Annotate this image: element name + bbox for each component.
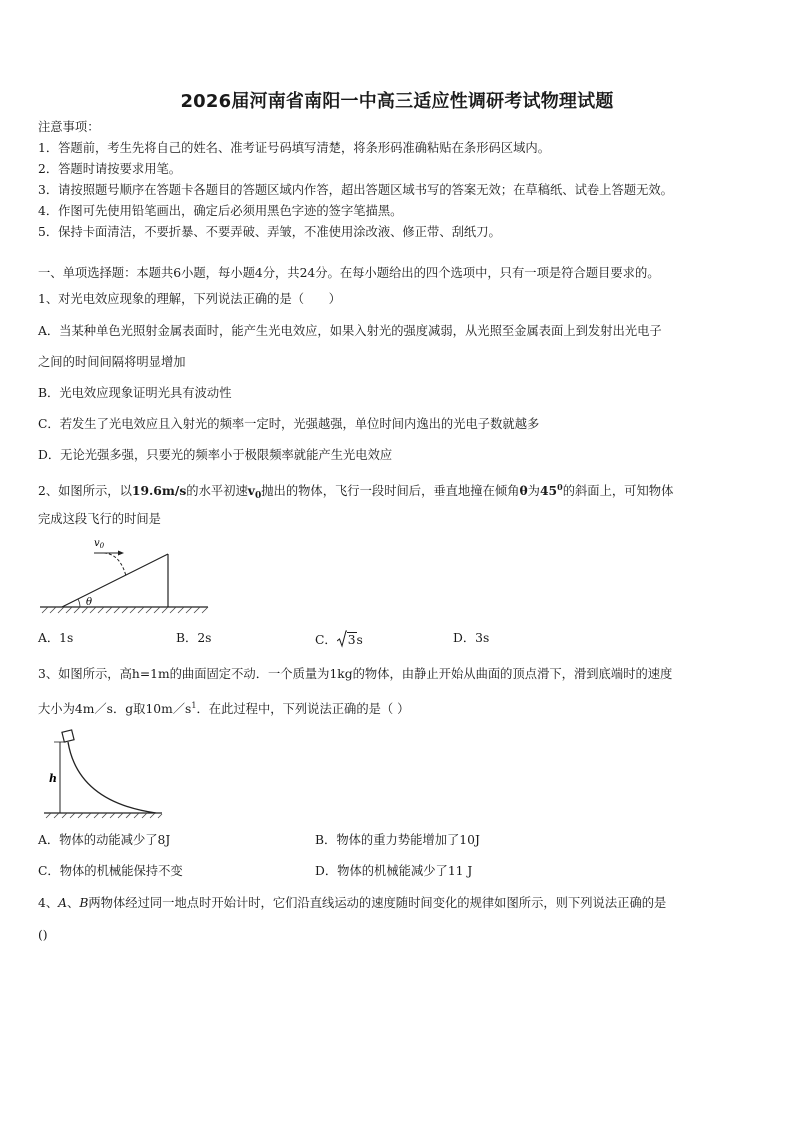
q2-trajectory bbox=[104, 553, 126, 576]
q2-theta: θ bbox=[519, 483, 528, 498]
q2-radicand: 3 bbox=[347, 633, 356, 647]
q2-stem-part3: 抛出的物体，飞行一段时间后，垂直地撞在倾角 bbox=[261, 484, 520, 498]
q2-v0 bbox=[247, 483, 262, 501]
notice-item-1: 1．答题前，考生先将自己的姓名、准考证号码填写清楚，将条形码准确粘贴在条形码区域内。 bbox=[38, 141, 550, 155]
q1-stem: 1、对光电效应现象的理解，下列说法正确的是（ ） bbox=[38, 292, 341, 306]
exam-title: 2026届河南省南阳一中高三适应性调研考试物理试题 bbox=[180, 91, 614, 112]
q1-option-a-line1: A．当某种单色光照射金属表面时，能产生光电效应，如果入射光的强度减弱，从光照至金属表面上到发射出光电子 bbox=[38, 324, 662, 338]
q2-arrow-head bbox=[118, 551, 124, 556]
q3-ground-hatch bbox=[46, 813, 162, 818]
q2-angle-value: 45 bbox=[539, 483, 558, 498]
q1-option-b: B．光电效应现象证明光具有波动性 bbox=[38, 386, 232, 400]
q2-speed: 19.6m/s bbox=[131, 483, 187, 498]
q4-separator: 、 bbox=[67, 896, 80, 910]
notice-item-4: 4．作图可先使用铅笔画出，确定后必须用黑色字迹的签字笔描黑。 bbox=[38, 204, 403, 218]
q3-option-c: C．物体的机械能保持不变 bbox=[38, 864, 183, 878]
q4-object-b: B bbox=[79, 896, 89, 910]
q2-stem-part4: 为 bbox=[527, 484, 540, 498]
q2-option-d: D．3s bbox=[453, 631, 490, 645]
notice-item-5: 5．保持卡面清洁，不要折暴、不要弄破、弄皱，不准使用涂改液、修正带、刮纸刀。 bbox=[38, 225, 501, 239]
q2-ground-hatch bbox=[42, 607, 208, 613]
q3-curved-surface bbox=[68, 742, 156, 813]
q3-option-b: B．物体的重力势能增加了10J bbox=[315, 833, 480, 847]
q2-option-c-unit: s bbox=[356, 633, 363, 647]
notice-item-2: 2．答题时请按要求用笔。 bbox=[38, 162, 182, 176]
q2-radical-sign bbox=[337, 630, 347, 648]
q3-stem-line2-part2: ．在此过程中，下列说法正确的是（ ） bbox=[196, 702, 410, 716]
q2-angle-degree: 0 bbox=[557, 482, 563, 492]
q2-incline-surface bbox=[62, 554, 168, 607]
q2-option-c bbox=[315, 630, 363, 648]
q2-v-subscript: 0 bbox=[254, 491, 262, 501]
q3-option-a: A．物体的动能减少了8J bbox=[38, 833, 171, 847]
q2-stem-part2: 的水平初速 bbox=[186, 484, 248, 498]
q3-exponent: 1 bbox=[191, 701, 197, 710]
q1-option-a-line2: 之间的时间间隔将明显增加 bbox=[38, 355, 186, 369]
q2-stem-line2: 完成这段飞行的时间是 bbox=[38, 512, 161, 526]
q3-stem-line2 bbox=[38, 698, 409, 717]
q2-option-a: A．1s bbox=[38, 631, 74, 645]
section-heading: 一、单项选择题：本题共6小题，每小题4分，共24分。在每小题给出的四个选项中，只有一项是符合题目要求的。 bbox=[38, 266, 660, 280]
q1-option-d: D．无论光强多强，只要光的频率小于极限频率就能产生光电效应 bbox=[38, 448, 393, 462]
q3-stem-line2-part1: 大小为4m／s．g取10m／s bbox=[38, 702, 192, 716]
q2-v-symbol: v bbox=[247, 483, 255, 498]
q4-stem-line2: () bbox=[38, 928, 48, 942]
q2-angle bbox=[540, 483, 563, 498]
notice-heading: 注意事项： bbox=[38, 120, 100, 134]
q2-angle-arc bbox=[78, 599, 80, 607]
q2-stem-line1 bbox=[38, 479, 673, 504]
q2-sqrt bbox=[337, 630, 357, 648]
q4-number: 4、 bbox=[38, 896, 59, 910]
q3-block bbox=[62, 730, 74, 742]
q4-stem-line1 bbox=[38, 895, 666, 911]
q3-h-label: h bbox=[49, 772, 57, 785]
q2-theta-label: θ bbox=[86, 597, 93, 608]
notice-item-3: 3．请按照题号顺序在答题卡各题目的答题区域内作答，超出答题区域书写的答案无效；在草稿纸、试卷上答题无效。 bbox=[38, 183, 673, 197]
q3-curved-slope-figure bbox=[40, 726, 164, 820]
q2-stem-part1: 2、如图所示，以 bbox=[38, 484, 132, 498]
q2-stem-part5: 的斜面上，可知物体 bbox=[562, 484, 674, 498]
q2-incline-figure bbox=[38, 534, 210, 614]
q2-option-c-label: C． bbox=[315, 633, 337, 647]
q2-v0-label: $v_0$ bbox=[94, 538, 105, 550]
q1-option-c: C．若发生了光电效应且入射光的频率一定时，光强越强，单位时间内逸出的光电子数就越多 bbox=[38, 417, 540, 431]
q3-stem-line1: 3、如图所示，高h=1m的曲面固定不动．一个质量为1kg的物体，由静止开始从曲面的顶点滑下，滑到底端时的速度 bbox=[38, 667, 673, 681]
q2-option-b: B．2s bbox=[176, 631, 212, 645]
q3-option-d: D．物体的机械能减少了11 J bbox=[315, 864, 473, 878]
q4-object-a: A bbox=[58, 896, 68, 910]
q4-stem-text: 两物体经过同一地点时开始计时，它们沿直线运动的速度随时间变化的规律如图所示，则下列说法正确的是 bbox=[88, 896, 667, 910]
